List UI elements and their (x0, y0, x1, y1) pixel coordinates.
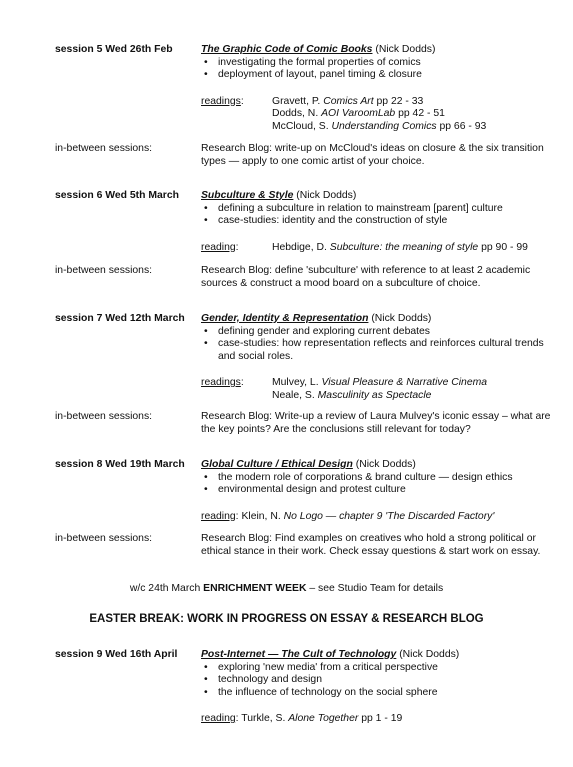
enrichment-details: – see Studio Team for details (309, 583, 444, 594)
session-heading (201, 649, 553, 662)
session-title: Subculture & Style (201, 190, 294, 201)
reading-pages: pp 66 - 93 (439, 120, 487, 132)
reading-item: reading: Klein, N. No Logo — chapter 9 'The Discarded Factory' (201, 510, 495, 522)
session-heading (201, 459, 553, 472)
session-title: Global Culture / Ethical Design (201, 459, 353, 470)
session-label: session 9 Wed 16th April (55, 649, 178, 660)
session-block (201, 459, 553, 523)
session-label: session 7 Wed 12th March (55, 313, 185, 324)
session-tutor: (Nick Dodds) (371, 313, 432, 324)
bullet-list (201, 203, 553, 228)
reading-author: Mulvey, L. (272, 377, 319, 388)
bullet-list (201, 57, 553, 82)
easter-heading: EASTER BREAK: WORK IN PROGRESS ON ESSAY & RESEARCH BLOG (89, 613, 484, 625)
session-block (201, 649, 553, 726)
reading-item (272, 121, 486, 134)
reading-work: Alone Together (288, 713, 359, 724)
reading-work: Visual Pleasure & Narrative Cinema (321, 377, 488, 388)
session-label: session 5 Wed 26th Feb (55, 44, 173, 55)
reading-work: Subculture: the meaning of style (329, 241, 479, 253)
reading-work: No Logo — chapter 9 'The Discarded Factory' (283, 510, 495, 522)
bullet-list (201, 662, 553, 700)
session-heading (201, 190, 553, 203)
between-text: Research Blog: define 'subculture' with reference to at least 2 academic sources & construct a mood board on a subculture of choice. (201, 265, 531, 289)
list-item: • deployment of layout, panel timing & closure (201, 69, 553, 82)
reading-author: Turkle, S. (241, 713, 286, 724)
reading-author: Klein, N. (241, 510, 281, 522)
bullet-list (201, 472, 553, 497)
list-item: • defining a subculture in relation to mainstream [parent] culture (201, 203, 553, 216)
reading-list: readings: Gravett, P. Comics Art pp 22 - 33 Dodds, N. AOI VaroomLab pp 42 - 51 McCloud, S. Understanding Comics pp 66 - 93 (201, 95, 487, 132)
reading-author: Dodds, N. (272, 108, 319, 119)
enrichment-note (0, 583, 573, 596)
session-tutor: (Nick Dodds) (399, 649, 460, 660)
reading-pages: pp 1 - 19 (361, 713, 403, 724)
session-tutor: (Nick Dodds) (375, 44, 436, 55)
session-title: Gender, Identity & Representation (201, 313, 369, 324)
between-text: Research Blog: write-up on McCloud's ideas on closure & the six transition types — apply to one comic artist of your choice. (201, 143, 544, 167)
list-item: • case-studies: identity and the construction of style (201, 215, 553, 228)
reading-work: Masculinity as Spectacle (317, 389, 432, 401)
reading-label: reading (201, 241, 236, 253)
session-block (201, 190, 553, 254)
reading-item (272, 390, 487, 403)
list-item: • exploring 'new media' from a critical perspective (201, 662, 553, 675)
session-title: Post-Internet — The Cult of Technology (201, 649, 397, 660)
session-tutor: (Nick Dodds) (296, 190, 357, 201)
session-label: session 6 Wed 5th March (55, 190, 179, 201)
reading-work: AOI VaroomLab (321, 108, 396, 119)
session-block (201, 313, 553, 402)
reading-author: Gravett, P. (272, 95, 321, 107)
reading-pages: pp 42 - 51 (398, 108, 445, 119)
between-label: in-between sessions: (55, 143, 153, 154)
list-item: • the influence of technology on the social sphere (201, 687, 553, 700)
reading-label: reading (201, 713, 236, 724)
session-title: The Graphic Code of Comic Books (201, 44, 373, 55)
session-heading (201, 313, 553, 326)
between-label: in-between sessions: (55, 265, 153, 276)
reading-label: readings (201, 95, 241, 107)
between-label: in-between sessions: (55, 533, 153, 544)
reading-item (272, 108, 486, 121)
reading-author: Hebdige, D. (272, 241, 327, 253)
reading-work: Understanding Comics (331, 120, 437, 132)
list-item: • the modern role of corporations & brand culture — design ethics (201, 472, 553, 485)
list-item: • environmental design and protest culture (201, 484, 553, 497)
session-heading (201, 44, 553, 57)
reading-label: reading (201, 510, 236, 522)
reading-item (272, 242, 528, 255)
list-item: • investigating the formal properties of comics (201, 57, 553, 70)
reading-label: readings (201, 377, 241, 388)
reading-work: Comics Art (323, 95, 374, 107)
bullet-list (201, 326, 553, 364)
session-block (201, 44, 553, 133)
between-text: Research Blog: Find examples on creatives who hold a strong political or ethical stance in their work. Check essay questions & start work on essay. (201, 533, 541, 557)
reading-item (272, 377, 487, 390)
session-label: session 8 Wed 19th March (55, 459, 185, 470)
list-item: • defining gender and exploring current debates (201, 326, 553, 339)
list-item: • case-studies: how representation reflects and reinforces cultural trends and social roles. (201, 338, 553, 363)
reading-pages: pp 22 - 33 (376, 95, 424, 107)
reading-list: reading: Hebdige, D. Subculture: the meaning of style pp 90 - 99 (201, 241, 528, 253)
enrichment-date: w/c 24th March (129, 583, 201, 594)
list-item: • technology and design (201, 674, 553, 687)
reading-author: McCloud, S. (272, 120, 329, 132)
reading-item (272, 96, 486, 109)
between-text: Research Blog: Write-up a review of Laura Mulvey's iconic essay – what are the key points? Are the conclusions still relevant for today? (201, 411, 551, 435)
session-tutor: (Nick Dodds) (355, 459, 416, 470)
reading-item: reading: Turkle, S. Alone Together pp 1 - 19 (201, 713, 403, 724)
enrichment-title: ENRICHMENT WEEK (203, 583, 307, 594)
between-label: in-between sessions: (55, 411, 153, 422)
reading-pages: pp 90 - 99 (481, 241, 528, 253)
reading-author: Neale, S. (272, 389, 315, 401)
reading-list: readings: Mulvey, L. Visual Pleasure & Narrative Cinema Neale, S. Masculinity as Spectacle (201, 377, 488, 401)
